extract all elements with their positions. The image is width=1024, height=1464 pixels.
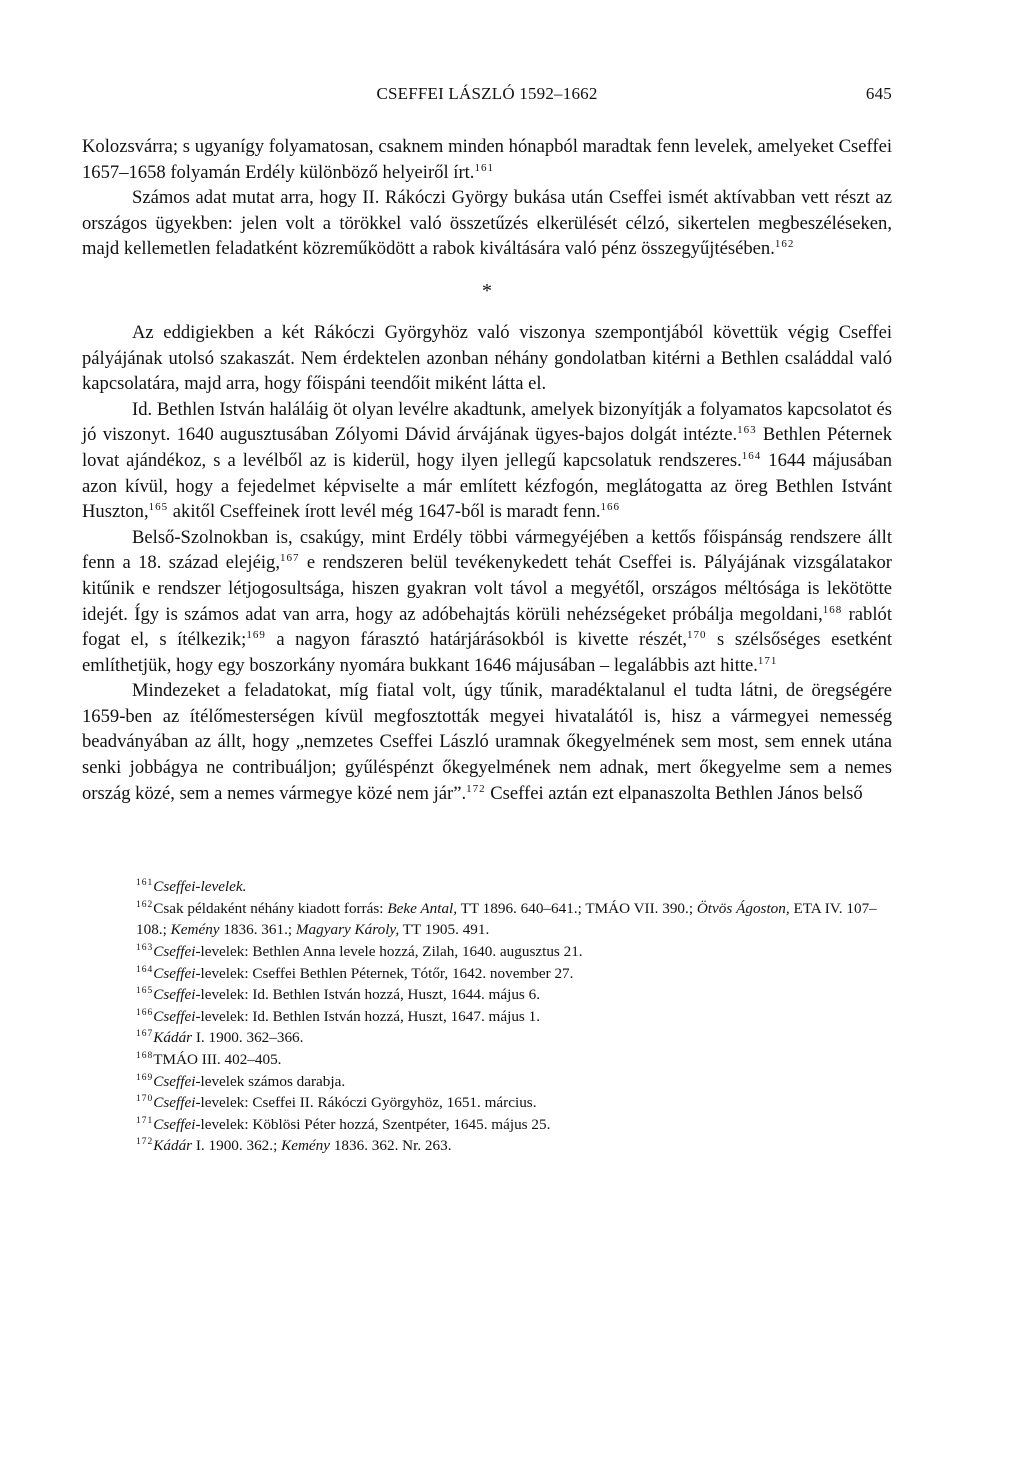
footnote-169: $^{169}$Cseffei-levelek számos darabja. [136, 1072, 346, 1090]
footnote-168: $^{168}$TMÁO III. 402–405. [136, 1050, 282, 1068]
footnote-ref-161[interactable]: 161 [474, 161, 494, 174]
footnote-ref-164[interactable]: 164 [741, 449, 762, 462]
footnote-ref-168[interactable]: 168 [822, 603, 843, 616]
running-head [82, 84, 892, 112]
document-page [82, 84, 892, 1157]
footnote-165: $^{165}$Cseffei-levelek: Id. Bethlen István hozzá, Huszt, 1644. május 6. [136, 986, 541, 1004]
paragraph-6: Mindezeket a feladatokat, míg fiatal volt, úgy tűnik, maradéktalanul el tudta látni, de öregségére 1659-ben az ítélőmesterségen kívül megfosztották megyei hivatalától is, hisz a vármegyei nemesség beadványában az állt, hogy „nemzetes Cseffei László uramnak őkegyelmének sem most, sem ennek utána senki jobbágya ne contribuáljon; gyűléspénzt őkegyelmének nem adnak, mert őkegyelme sem a nemes ország közé, sem a nemes vármegye közé nem jár”.$^{172}$ Cseffei aztán ezt elpanaszolta Bethlen János belső [82, 680, 892, 804]
footnote-162: $^{162}$Csak példaként néhány kiadott forrás: Beke Antal, TT 1896. 640–641.; TMÁO VII. 390.; Ötvös Ágoston, ETA IV. 107–108.; Kemény 1836. 361.; Magyary Károly, TT 1905. 491. [136, 899, 877, 939]
section-separator: * [482, 279, 492, 302]
paragraph-3: Az eddigiekben a két Rákóczi Györgyhöz való viszonya szempontjából követtük végig Cseffei pályájának utolsó szakaszát. Nem érdektelen azonban néhány gondolatban kitérni a Bethlen családdal való kapcsolatára, majd arra, hogy főispáni teendőit miként látta el. [82, 321, 892, 395]
footnote-163: $^{163}$Cseffei-levelek: Bethlen Anna levele hozzá, Zilah, 1640. augusztus 21. [136, 942, 583, 961]
footnote-ref-167[interactable]: 167 [279, 552, 300, 565]
footnote-167: $^{167}$Kádár I. 1900. 362–366. [136, 1029, 304, 1047]
footnote-ref-172[interactable]: 172 [466, 782, 486, 795]
footnote-161: $^{161}$Cseffei-levelek. [136, 878, 247, 896]
body-text [82, 134, 892, 806]
footnote-ref-162[interactable]: 162 [774, 238, 795, 251]
running-head-title: CSEFFEI LÁSZLÓ 1592–1662 [376, 84, 598, 103]
footnote-170: $^{170}$Cseffei-levelek: Cseffei II. Rákóczi Györgyhöz, 1651. március. [136, 1094, 537, 1112]
footnote-ref-169[interactable]: 169 [246, 628, 266, 641]
page-number: 645 [865, 84, 892, 103]
footnote-ref-166[interactable]: 166 [600, 500, 620, 513]
footnote-ref-170[interactable]: 170 [687, 628, 707, 641]
footnote-164: $^{164}$Cseffei-levelek: Cseffei Bethlen Péternek, Tótőr, 1642. november 27. [136, 964, 574, 982]
paragraph-2: Számos adat mutat arra, hogy II. Rákóczi György bukása után Cseffei ismét aktívabban vett részt az országos ügyekben: jelen volt a törökkel való összetűzés elkerülését célzó, sikertelen megbeszéléseken, majd kellemetlen feladatként közreműködött a rabok kiváltására való pénz összegyűjtésében.$^{162}$ [82, 187, 892, 260]
paragraph-4: Id. Bethlen István haláláig öt olyan levélre akadtunk, amelyek bizonyítják a folyamatos kapcsolatot és jó viszonyt. 1640 augusztusában Zólyomi Dávid árvájának ügyes-bajos dolgát intézte.$^{163}$ Bethlen Péternek lovat ajándékoz, s a levélből az is kiderül, hogy ilyen jellegű kapcsolatuk rendszeres.$^{164}$ 1644 májusában azon kívül, hogy a fejedelmet képviselte a már említett kézfogón, meglátogatta az öreg Bethlen Istvánt Huszton,$^{165}$ akitől Cseffeinek írott levél még 1647-ből is maradt fenn.$^{166}$ [82, 398, 893, 523]
paragraph-1: Kolozsvárra; s ugyanígy folyamatosan, csaknem minden hónapból maradtak fenn levelek, amelyeket Cseffei 1657–1658 folyamán Erdély különböző helyeiről írt.$^{161}$ [82, 136, 892, 183]
footnote-166: $^{166}$Cseffei-levelek: Id. Bethlen István hozzá, Huszt, 1647. május 1. [136, 1007, 541, 1025]
footnote-171: $^{171}$Cseffei-levelek: Köblösi Péter hozzá, Szentpéter, 1645. május 25. [136, 1115, 551, 1133]
footnote-ref-165[interactable]: 165 [148, 500, 169, 513]
footnote-ref-163[interactable]: 163 [737, 424, 757, 437]
footnotes [82, 876, 892, 1157]
footnote-172: $^{172}$Kádár I. 1900. 362.; Kemény 1836. 362. Nr. 263. [136, 1137, 452, 1155]
paragraph-5: Belső-Szolnokban is, csakúgy, mint Erdély többi vármegyéjében a kettős főispánság rendszere állt fenn a 18. század elejéig,$^{167}$ e rendszeren belül tevékenykedett tehát Cseffei is. Pályájának vizsgálatakor kitűnik e rendszer létjogosultsága, hiszen gyakran volt távol a megyétől, országos méltósága is lekötötte idejét. Így is számos adat van arra, hogy az adóbehajtás körüli nehézségeket próbálja megoldani,$^{168}$ rablót fogat el, s ítélkezik;$^{169}$ a nagyon fárasztó határjárásokból is kivette részét,$^{170}$ s szélsőséges esetként említhetjük, hogy egy boszorkány nyomára bukkant 1646 májusában – legalábbis azt hitte.$^{171}$ [82, 526, 892, 676]
footnote-ref-171[interactable]: 171 [757, 654, 778, 667]
